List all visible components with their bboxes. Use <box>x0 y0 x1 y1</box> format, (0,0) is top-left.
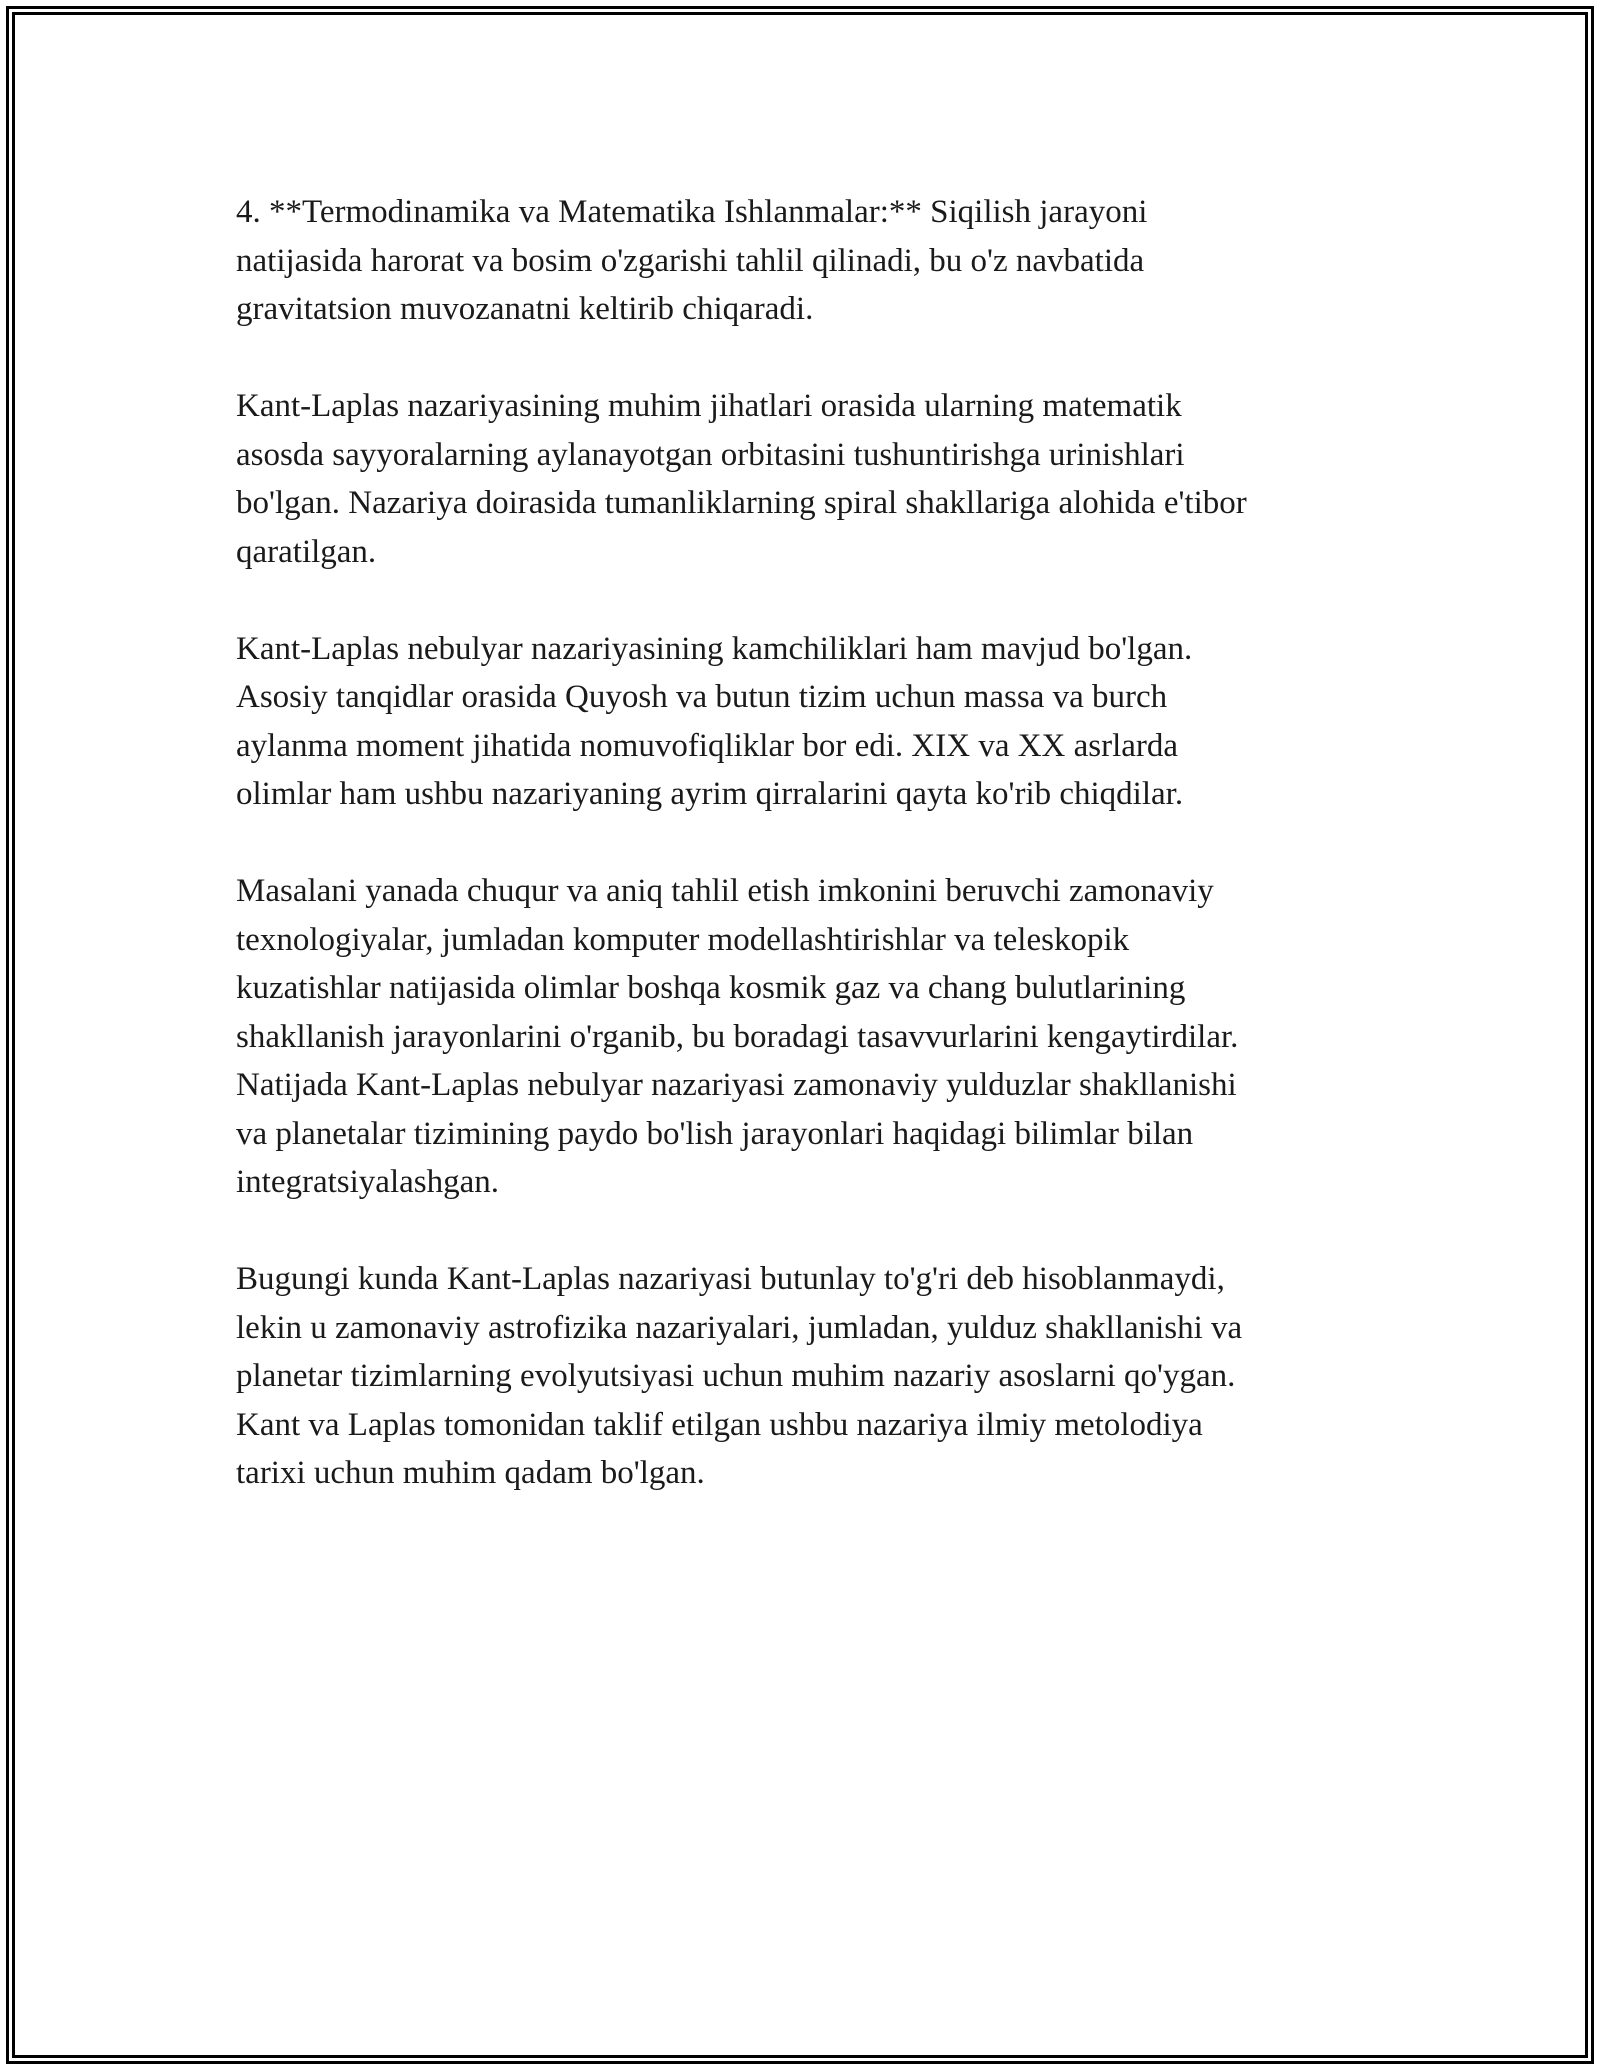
paragraph-zamonaviy-texnologiyalar <box>236 867 1396 1207</box>
text-line: shakllanish jarayonlarini o'rganib, bu boradagi tasavvurlarini kengaytirdilar. <box>236 1018 1239 1055</box>
text-line: Kant-Laplas nazariyasining muhim jihatlari orasida ularning matematik <box>236 388 1182 424</box>
paragraph-bugungi-kunda <box>236 1255 1396 1498</box>
text-line: gravitatsion muvozanatni keltirib chiqaradi. <box>236 291 814 327</box>
text-line: va planetalar tizimining paydo bo'lish jarayonlari haqidagi bilimlar bilan <box>236 1115 1194 1152</box>
text-line: 4. **Termodinamika va Matematika Ishlanmalar:** Siqilish jarayoni <box>236 194 1148 230</box>
text-line: texnologiyalar, jumladan komputer modellashtirishlar va teleskopik <box>236 921 1130 958</box>
paragraph-termodinamika <box>236 188 1396 334</box>
text-line: asosda sayyoralarning aylanayotgan orbitasini tushuntirishga urinishlari <box>236 436 1185 473</box>
text-line: Kant va Laplas tomonidan taklif etilgan ushbu nazariya ilmiy metolodiya <box>236 1406 1203 1443</box>
text-line: qaratilgan. <box>236 533 377 570</box>
paragraph-kamchiliklar <box>236 625 1396 819</box>
text-line: olimlar ham ushbu nazariyaning ayrim qirralarini qayta ko'rib chiqdilar. <box>236 776 1184 812</box>
paragraph-muhim-jihatlar <box>236 382 1396 576</box>
text-line: lekin u zamonaviy astrofizika nazariyalari, jumladan, yulduz shakllanishi va <box>236 1309 1243 1346</box>
text-line: tarixi uchun muhim qadam bo'lgan. <box>236 1455 705 1491</box>
text-line: bo'lgan. Nazariya doirasida tumanliklarning spiral shakllariga alohida e'tibor <box>236 485 1247 521</box>
text-line: Asosiy tanqidlar orasida Quyosh va butun tizim uchun massa va burch <box>236 679 1168 715</box>
text-line: Masalani yanada chuqur va aniq tahlil etish imkonini beruvchi zamonaviy <box>236 873 1214 909</box>
text-line: Natijada Kant-Laplas nebulyar nazariyasi zamonaviy yulduzlar shakllanishi <box>236 1067 1237 1103</box>
text-line: integratsiyalashgan. <box>236 1164 500 1200</box>
text-line: Bugungi kunda Kant-Laplas nazariyasi butunlay to'g'ri deb hisoblanmaydi, <box>236 1261 1225 1297</box>
text-line: kuzatishlar natijasida olimlar boshqa kosmik gaz va chang bulutlarining <box>236 970 1186 1006</box>
text-line: planetar tizimlarning evolyutsiyasi uchun muhim nazariy asoslarni qo'ygan. <box>236 1358 1236 1394</box>
text-line: Kant-Laplas nebulyar nazariyasining kamchiliklari ham mavjud bo'lgan. <box>236 630 1193 667</box>
document-body <box>236 188 1396 1546</box>
text-line: natijasida harorat va bosim o'zgarishi tahlil qilinadi, bu o'z navbatida <box>236 242 1145 279</box>
text-line: aylanma moment jihatida nomuvofiqliklar bor edi. XIX va XX asrlarda <box>236 727 1179 764</box>
